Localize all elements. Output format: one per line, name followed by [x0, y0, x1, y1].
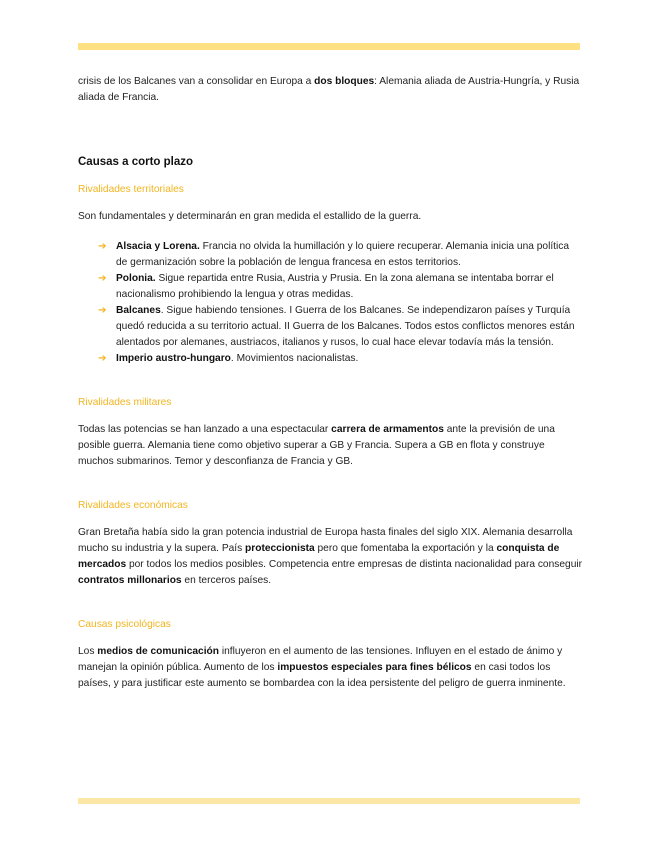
list-item-text: Sigue repartida entre Rusia, Austria y Prusia. En la zona alemana se intentaba borrar el nacionalismo prohibiendo la lengua y otras medidas.: [116, 273, 554, 300]
subheading-psychological: Causas psicológicas: [78, 619, 171, 630]
list-item-bold: Imperio austro-hungaro: [116, 353, 231, 364]
territorial-intro: Son fundamentales y determinarán en gran medida el estallido de la guerra.: [78, 211, 422, 222]
subheading-military: Rivalidades militares: [78, 397, 172, 408]
list-item: [78, 239, 583, 271]
bottom-decorative-bar: [78, 798, 580, 804]
arrow-right-icon: ➔: [98, 353, 107, 364]
arrow-right-icon: ➔: [98, 241, 107, 252]
intro-paragraph: [78, 74, 583, 106]
economic-bold-3: contratos millonarios: [78, 575, 182, 586]
list-item-text: Francia no olvida la humillación y lo quiere recuperar. Alemania inicia una política de germanización sobre la población de lengua francesa en estos territorios.: [116, 241, 570, 268]
list-item: [78, 351, 583, 367]
arrow-right-icon: ➔: [98, 273, 107, 284]
economic-bold-2: conquista de mercados: [78, 543, 560, 570]
list-item-bold: Alsacia y Lorena.: [116, 241, 200, 252]
territorial-list: [78, 239, 583, 367]
economic-paragraph: [78, 525, 583, 589]
military-paragraph: [78, 422, 583, 470]
military-bold-1: carrera de armamentos: [331, 424, 444, 435]
psychological-text-1: Los: [78, 646, 98, 657]
intro-text-1: crisis de los Balcanes van a consolidar en Europa a: [78, 76, 315, 87]
psychological-text-3: en casi todos los países, y para justificar este aumento se bombardea con la idea persistente del peligro de guerra inminente.: [78, 662, 566, 689]
list-item-text: . Sigue habiendo tensiones. I Guerra de los Balcanes. Se independizaron países y Turquía quedó reducida a su territorio actual. II Guerra de los Balcanes. Todos estos conflictos menores están alentados por alemanes, austriacos, italianos y rusos, lo cual hace elevar todavía más la tensión.: [116, 305, 575, 348]
subheading-economic: Rivalidades económicas: [78, 500, 188, 511]
economic-text-2: pero que fomentaba la exportación y la: [314, 543, 497, 554]
section-heading-short-term: Causas a corto plazo: [78, 156, 194, 168]
list-item: [78, 303, 583, 351]
psychological-text-2: influyeron en el aumento de las tensiones. Influyen en el estado de ánimo y manejan la opinión pública. Aumento de los: [78, 646, 563, 673]
psychological-bold-1: medios de comunicación: [97, 646, 219, 657]
intro-bold-1: dos bloques: [314, 76, 375, 87]
list-item: [78, 271, 583, 303]
subheading-territorial: Rivalidades territoriales: [78, 184, 184, 195]
military-text-1: Todas las potencias se han lanzado a una espectacular: [78, 424, 332, 435]
top-decorative-bar: [78, 43, 580, 50]
list-item-text: . Movimientos nacionalistas.: [230, 353, 359, 364]
economic-text-4: en terceros países.: [181, 575, 272, 586]
list-item-bold: Polonia.: [116, 273, 156, 284]
psychological-paragraph: [78, 644, 583, 692]
economic-bold-1: proteccionista: [245, 543, 315, 554]
economic-text-3: por todos los medios posibles. Competencia entre empresas de distinta nacionalidad para conseguir: [126, 559, 583, 570]
military-text-2: ante la previsión de una posible guerra. Alemania tiene como objetivo superar a GB y Francia. Supera a GB en flota y construye muchos submarinos. Temor y desconfianza de Francia y GB.: [78, 424, 555, 467]
document-body: [78, 74, 583, 692]
arrow-right-icon: ➔: [98, 305, 107, 316]
intro-text-2: : Alemania aliada de Austria-Hungría, y Rusia aliada de Francia.: [78, 76, 580, 103]
psychological-bold-2: impuestos especiales para fines bélicos: [277, 662, 472, 673]
list-item-bold: Balcanes: [116, 305, 161, 316]
economic-text-1: Gran Bretaña había sido la gran potencia industrial de Europa hasta finales del siglo XIX. Alemania desarrolla mucho su industria y la supera. País: [78, 527, 573, 554]
